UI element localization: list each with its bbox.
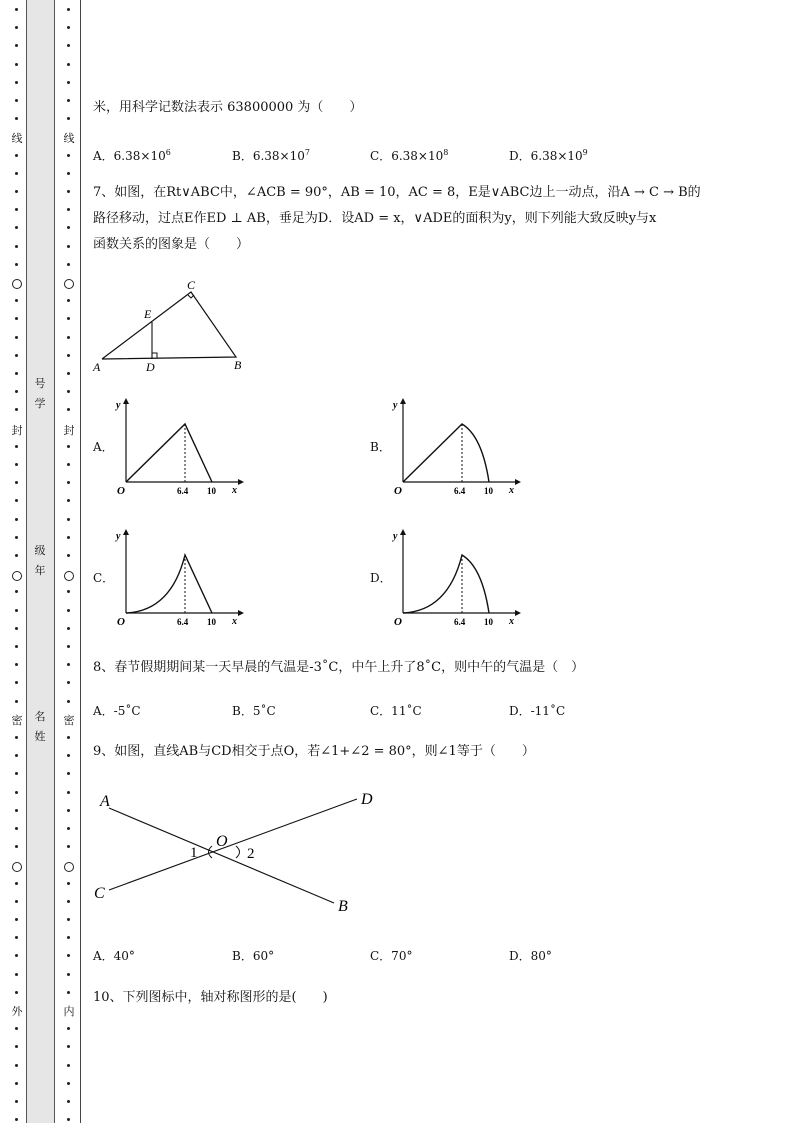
binding-dot bbox=[15, 663, 18, 666]
binding-dot bbox=[15, 973, 18, 976]
binding-dot bbox=[67, 663, 70, 666]
binding-dot bbox=[67, 518, 70, 521]
option-base: 6.38×10 bbox=[113, 149, 166, 163]
right-angle-mark-c bbox=[188, 295, 194, 298]
y-axis-label: y bbox=[116, 400, 121, 411]
binding-dot bbox=[67, 1045, 70, 1048]
binding-dot bbox=[15, 1082, 18, 1085]
binding-dot bbox=[15, 882, 18, 885]
option-letter: D． bbox=[509, 149, 531, 163]
outer-label-feng: 封 bbox=[11, 424, 23, 437]
option-base: 6.38×10 bbox=[530, 149, 583, 163]
binding-dot bbox=[67, 700, 70, 703]
origin-label: O bbox=[394, 616, 402, 627]
q6-option-d[interactable] bbox=[509, 146, 588, 163]
binding-dot bbox=[15, 845, 18, 848]
y-axis-label: y bbox=[393, 400, 398, 411]
peak-tick-label: 6.4 bbox=[454, 617, 466, 627]
binding-dot bbox=[15, 463, 18, 466]
end-tick-label: 10 bbox=[207, 486, 216, 496]
binding-dot bbox=[15, 809, 18, 812]
binding-dot bbox=[15, 1045, 18, 1048]
binding-dot bbox=[15, 536, 18, 539]
q8-text: 8、春节假期期间某一天早晨的气温是-3˚C，中午上升了8˚C，则中午的气温是（ ） bbox=[93, 660, 585, 675]
binding-hole-circle bbox=[64, 571, 74, 581]
binding-dot bbox=[67, 117, 70, 120]
label-d: D bbox=[361, 791, 373, 808]
label-o: O bbox=[216, 833, 228, 850]
binding-hole-circle bbox=[12, 279, 22, 289]
peak-tick-label: 6.4 bbox=[454, 486, 466, 496]
q6-option-a[interactable] bbox=[93, 146, 171, 163]
binding-dot bbox=[67, 317, 70, 320]
binding-hole-circle bbox=[12, 571, 22, 581]
q7-option-d-letter[interactable]: D． bbox=[370, 571, 392, 585]
binding-dot bbox=[15, 936, 18, 939]
binding-dot bbox=[15, 44, 18, 47]
binding-dot bbox=[67, 445, 70, 448]
binding-dot bbox=[15, 390, 18, 393]
binding-dot bbox=[67, 481, 70, 484]
binding-dot bbox=[67, 26, 70, 29]
option-base: 6.38×10 bbox=[391, 149, 444, 163]
binding-dot bbox=[15, 317, 18, 320]
binding-dot bbox=[15, 81, 18, 84]
binding-dot bbox=[67, 809, 70, 812]
binding-dot bbox=[67, 81, 70, 84]
binding-dot bbox=[67, 845, 70, 848]
y-axis-arrow bbox=[123, 398, 129, 404]
y-axis-arrow bbox=[400, 529, 406, 535]
label-c: C bbox=[187, 278, 196, 292]
q9-intersecting-lines-figure bbox=[88, 786, 388, 921]
binding-strip bbox=[26, 0, 55, 1123]
binding-dot bbox=[67, 536, 70, 539]
binding-dot bbox=[67, 8, 70, 11]
outer-dotted-line bbox=[10, 0, 24, 1123]
binding-dot bbox=[67, 827, 70, 830]
binding-dot bbox=[67, 754, 70, 757]
binding-dot bbox=[15, 736, 18, 739]
binding-dot bbox=[15, 554, 18, 557]
binding-dot bbox=[67, 154, 70, 157]
q7-option-a-letter[interactable]: A． bbox=[93, 440, 114, 454]
binding-dot bbox=[67, 627, 70, 630]
binding-dot bbox=[15, 8, 18, 11]
binding-dot bbox=[67, 408, 70, 411]
y-axis-label: y bbox=[393, 531, 398, 542]
binding-dot bbox=[15, 791, 18, 794]
binding-dot bbox=[67, 791, 70, 794]
binding-dot bbox=[67, 1118, 70, 1121]
option-exp: 6 bbox=[165, 148, 171, 157]
binding-dot bbox=[67, 63, 70, 66]
q7-line1: 7、如图，在Rt∨ABC中，∠ACB = 90°，AB = 10，AC = 8，E是∨ABC边上一动点，沿A → C → B的 bbox=[93, 185, 701, 200]
binding-dot bbox=[15, 991, 18, 994]
q9-option-b[interactable]: B．60° bbox=[232, 949, 275, 963]
triangle-outline bbox=[102, 292, 236, 359]
end-tick-label: 10 bbox=[207, 617, 216, 627]
q9-option-a[interactable]: A．40° bbox=[93, 949, 135, 963]
student-id-label-1: 号 bbox=[34, 377, 46, 390]
binding-dot bbox=[67, 99, 70, 102]
binding-dot bbox=[67, 226, 70, 229]
margin-border-line bbox=[80, 0, 81, 1123]
binding-dot bbox=[15, 263, 18, 266]
q8-option-b[interactable]: B．5˚C bbox=[232, 704, 276, 718]
binding-dot bbox=[67, 208, 70, 211]
q7-option-c-letter[interactable]: C． bbox=[93, 571, 115, 585]
inner-label-nei: 内 bbox=[63, 1005, 75, 1018]
x-axis-arrow bbox=[238, 479, 244, 485]
binding-dot bbox=[67, 681, 70, 684]
q6-option-c[interactable] bbox=[370, 146, 448, 163]
peak-tick-label: 6.4 bbox=[177, 617, 189, 627]
binding-dot bbox=[15, 408, 18, 411]
line-ab bbox=[109, 808, 334, 903]
q10-text: 10、下列图标中，轴对称图形的是( ) bbox=[93, 990, 328, 1005]
binding-dot bbox=[67, 918, 70, 921]
q8-option-a[interactable]: A．-5˚C bbox=[93, 704, 141, 718]
binding-dot bbox=[67, 299, 70, 302]
binding-dot bbox=[67, 44, 70, 47]
q9-option-c[interactable]: C．70° bbox=[370, 949, 413, 963]
binding-dot bbox=[15, 1100, 18, 1103]
x-axis-label: x bbox=[232, 616, 237, 627]
origin-label: O bbox=[117, 485, 125, 496]
outer-label-xian: 线 bbox=[11, 132, 23, 145]
function-curve bbox=[403, 555, 489, 613]
right-angle-mark-d bbox=[152, 353, 157, 358]
label-a: A bbox=[93, 360, 101, 374]
binding-hole-circle bbox=[12, 862, 22, 872]
binding-dot bbox=[15, 681, 18, 684]
q7-line2: 路径移动，过点E作ED ⊥ AB，垂足为D．设AD = x，∨ADE的面积为y，则下列能大致反映y与x bbox=[93, 211, 657, 226]
option-exp: 8 bbox=[443, 148, 449, 157]
option-letter: B． bbox=[232, 149, 253, 163]
binding-dot bbox=[15, 627, 18, 630]
q7-triangle-figure bbox=[90, 276, 260, 376]
binding-dot bbox=[15, 590, 18, 593]
binding-dot bbox=[67, 499, 70, 502]
binding-dot bbox=[67, 900, 70, 903]
binding-dot bbox=[15, 609, 18, 612]
inner-dotted-line bbox=[62, 0, 76, 1123]
q8-option-d[interactable]: D．-11˚C bbox=[509, 704, 566, 718]
binding-dot bbox=[67, 336, 70, 339]
option-exp: 9 bbox=[582, 148, 588, 157]
binding-dot bbox=[15, 700, 18, 703]
q7-line3: 函数关系的图象是（ ） bbox=[93, 237, 250, 252]
inner-label-mi: 密 bbox=[63, 714, 75, 727]
binding-dot bbox=[67, 263, 70, 266]
x-axis-label: x bbox=[509, 616, 514, 627]
binding-dot bbox=[67, 973, 70, 976]
name-label-2: 姓 bbox=[34, 730, 46, 743]
binding-dot bbox=[67, 609, 70, 612]
x-axis-arrow bbox=[515, 479, 521, 485]
binding-dot bbox=[15, 154, 18, 157]
binding-dot bbox=[15, 445, 18, 448]
binding-dot bbox=[67, 463, 70, 466]
binding-hole-circle bbox=[64, 279, 74, 289]
name-label-1: 名 bbox=[34, 710, 46, 723]
binding-dot bbox=[15, 354, 18, 357]
y-axis-arrow bbox=[123, 529, 129, 535]
binding-dot bbox=[15, 372, 18, 375]
y-axis-label: y bbox=[116, 531, 121, 542]
grade-label-2: 年 bbox=[34, 564, 46, 577]
binding-dot bbox=[67, 172, 70, 175]
binding-dot bbox=[15, 117, 18, 120]
angle-1-label: 1 bbox=[190, 845, 198, 861]
binding-dot bbox=[67, 354, 70, 357]
y-axis-arrow bbox=[400, 398, 406, 404]
q7-graph-a[interactable] bbox=[112, 396, 252, 496]
binding-dot bbox=[67, 372, 70, 375]
binding-dot bbox=[15, 299, 18, 302]
q9-option-d[interactable]: D．80° bbox=[509, 949, 552, 963]
binding-dot bbox=[15, 518, 18, 521]
binding-dot bbox=[67, 736, 70, 739]
binding-dot bbox=[15, 172, 18, 175]
q6-text: 米，用科学记数法表示 63800000 为（ ） bbox=[93, 100, 363, 115]
line-cd bbox=[109, 799, 357, 890]
q7-graph-d[interactable] bbox=[389, 527, 529, 627]
binding-dot bbox=[15, 827, 18, 830]
binding-dot bbox=[15, 1027, 18, 1030]
binding-dot bbox=[15, 245, 18, 248]
binding-dot bbox=[15, 1118, 18, 1121]
label-d: D bbox=[146, 360, 155, 374]
q8-option-c[interactable]: C．11˚C bbox=[370, 704, 422, 718]
binding-dot bbox=[15, 336, 18, 339]
function-curve bbox=[126, 555, 212, 613]
origin-label: O bbox=[117, 616, 125, 627]
x-axis-label: x bbox=[509, 485, 514, 496]
label-a: A bbox=[100, 793, 110, 810]
binding-dot bbox=[15, 918, 18, 921]
binding-dot bbox=[15, 754, 18, 757]
peak-tick-label: 6.4 bbox=[177, 486, 189, 496]
binding-dot bbox=[15, 954, 18, 957]
binding-dot bbox=[15, 481, 18, 484]
binding-dot bbox=[67, 1027, 70, 1030]
q7-graph-c[interactable] bbox=[112, 527, 252, 627]
binding-dot bbox=[67, 954, 70, 957]
binding-dot bbox=[67, 1100, 70, 1103]
label-b: B bbox=[234, 358, 242, 372]
option-base: 6.38×10 bbox=[252, 149, 305, 163]
angle-2-label: 2 bbox=[247, 846, 255, 862]
x-axis-label: x bbox=[232, 485, 237, 496]
binding-dot bbox=[67, 590, 70, 593]
binding-dot bbox=[67, 390, 70, 393]
binding-hole-circle bbox=[64, 862, 74, 872]
binding-dot bbox=[15, 99, 18, 102]
q9-text: 9、如图，直线AB与CD相交于点O，若∠1+∠2 = 80°，则∠1等于（ ） bbox=[93, 744, 535, 759]
end-tick-label: 10 bbox=[484, 486, 493, 496]
binding-dot bbox=[15, 900, 18, 903]
binding-dot bbox=[15, 499, 18, 502]
q6-option-b[interactable] bbox=[232, 146, 310, 163]
inner-label-feng: 封 bbox=[63, 424, 75, 437]
binding-dot bbox=[15, 190, 18, 193]
binding-dot bbox=[67, 554, 70, 557]
binding-dot bbox=[67, 645, 70, 648]
binding-dot bbox=[67, 1064, 70, 1067]
student-id-label-2: 学 bbox=[34, 397, 46, 410]
binding-dot bbox=[15, 63, 18, 66]
function-curve bbox=[403, 424, 489, 482]
option-letter: A． bbox=[93, 149, 114, 163]
binding-dot bbox=[67, 772, 70, 775]
binding-dot bbox=[67, 1082, 70, 1085]
binding-dot bbox=[67, 245, 70, 248]
inner-label-xian: 线 bbox=[63, 132, 75, 145]
q7-option-b-letter[interactable]: B． bbox=[370, 440, 391, 454]
function-curve bbox=[126, 424, 212, 482]
binding-dot bbox=[15, 208, 18, 211]
binding-dot bbox=[15, 1064, 18, 1067]
option-exp: 7 bbox=[304, 148, 310, 157]
outer-label-mi: 密 bbox=[11, 714, 23, 727]
x-axis-arrow bbox=[238, 610, 244, 616]
q7-graph-b[interactable] bbox=[389, 396, 529, 496]
origin-label: O bbox=[394, 485, 402, 496]
binding-dot bbox=[67, 991, 70, 994]
x-axis-arrow bbox=[515, 610, 521, 616]
outer-label-wai: 外 bbox=[11, 1005, 23, 1018]
label-e: E bbox=[144, 307, 152, 321]
binding-dot bbox=[67, 190, 70, 193]
label-c: C bbox=[94, 885, 105, 902]
label-b: B bbox=[338, 898, 348, 915]
binding-dot bbox=[15, 645, 18, 648]
angle-2-arc bbox=[236, 846, 240, 858]
binding-dot bbox=[15, 26, 18, 29]
grade-label-1: 级 bbox=[34, 544, 46, 557]
binding-dot bbox=[67, 882, 70, 885]
binding-dot bbox=[15, 226, 18, 229]
end-tick-label: 10 bbox=[484, 617, 493, 627]
binding-dot bbox=[15, 772, 18, 775]
binding-dot bbox=[67, 936, 70, 939]
option-letter: C． bbox=[370, 149, 392, 163]
